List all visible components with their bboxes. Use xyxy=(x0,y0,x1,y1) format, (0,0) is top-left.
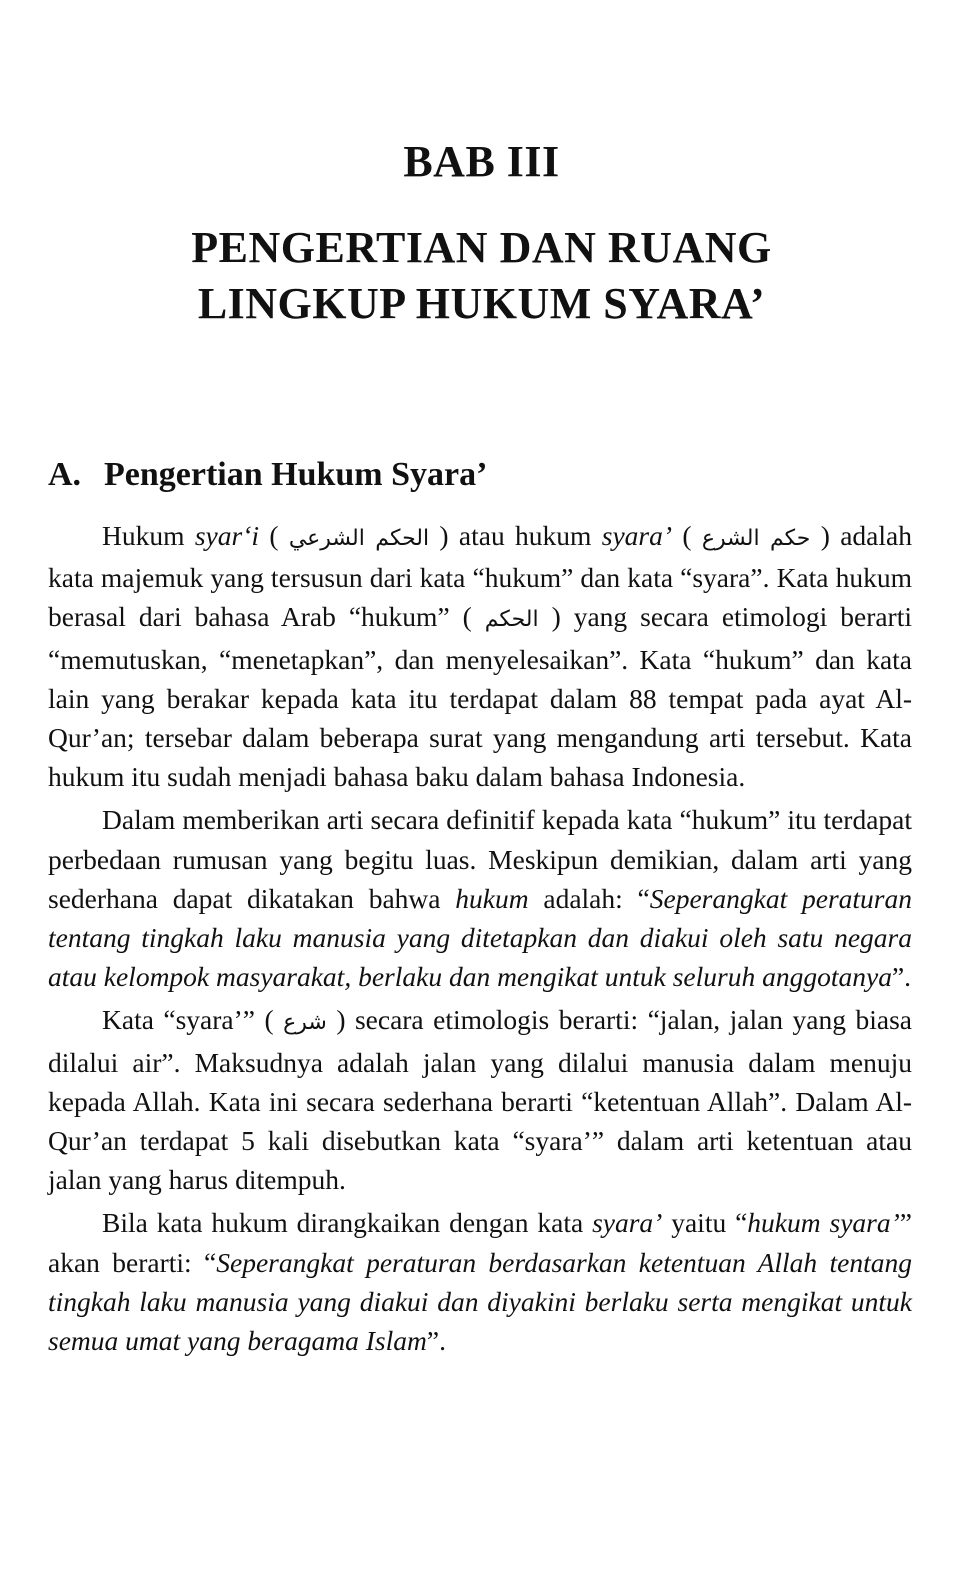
paragraph-4 xyxy=(48,1203,912,1360)
paragraph-2 xyxy=(48,800,912,996)
p4-text-a: Bila kata hukum dirangkaikan dengan kata xyxy=(102,1207,593,1239)
p2-definition: Seperangkat peraturan tentang tingkah laku manusia yang ditetapkan dan diakui oleh satu negara atau kelompok masyarakat, berlaku dan mengikat untuk seluruh anggotanya xyxy=(48,882,913,993)
p4-text-c: yaitu “ xyxy=(662,1207,748,1239)
p4-term-syara: syara’ xyxy=(592,1207,663,1239)
p1-arabic-3: الحكم xyxy=(484,607,539,633)
body-text xyxy=(48,516,912,1364)
chapter-title xyxy=(0,220,963,332)
paragraph-1 xyxy=(48,516,912,796)
p4-definition: Seperangkat peraturan berdasarkan ketentuan Allah tentang tingkah laku manusia yang diakui dan diyakini berlaku serta mengikat untuk semua umat yang beragama Islam xyxy=(48,1246,912,1357)
p1-term-syari: syar‘i xyxy=(194,520,259,551)
p1-text-a: Hukum xyxy=(102,520,195,551)
p1-text-f: ( xyxy=(672,520,702,551)
p4-term-hukum-syara: hukum syara’ xyxy=(747,1207,900,1239)
p4-text-g: ”. xyxy=(426,1325,446,1357)
p1-text-d: ) atau hukum xyxy=(429,520,602,551)
p1-arabic-1: الحكم الشرعي xyxy=(288,526,430,551)
p2-text-a: Dalam memberikan arti secara definitif kepada kata “hukum” itu terdapat perbedaan rumusan yang begitu luas. Meskipun demikian, dalam arti yang sederhana dapat dikatakan bahwa xyxy=(48,804,912,914)
p3-text-a: Kata “syara’” ( xyxy=(102,1004,284,1036)
p1-text-g: ) adalah kata majemuk yang tersusun dari kata “hukum” dan kata “syara”. Kata hukum berasal dari bahasa Arab “hukum” ( xyxy=(48,520,912,633)
p2-text-e: ”. xyxy=(891,961,912,993)
section-number: A. xyxy=(48,456,82,493)
p2-term-hukum: hukum xyxy=(455,882,529,914)
p1-text-c: ( xyxy=(259,520,289,551)
p2-text-c: adalah: “ xyxy=(528,882,650,914)
chapter-title-line-1: PENGERTIAN DAN RUANG xyxy=(191,223,772,272)
p1-arabic-2: حكم الشرع xyxy=(701,526,811,551)
p4-text-e: ” akan berarti: “ xyxy=(48,1207,912,1278)
section-title: Pengertian Hukum Syara’ xyxy=(104,456,488,493)
p1-text-h: ) yang secara etimologi berarti “memutuskan, “menetapkan”, dan menyelesaikan”. Kata “hukum” dan kata lain yang berakar kepada kata itu terdapat dalam 88 tempat pada ayat Al-Qur’an; tersebar dalam beberapa surat yang mengandung arti tersebut. Kata hukum itu sudah menjadi bahasa baku dalam bahasa Indonesia. xyxy=(48,601,912,793)
chapter-number: BAB III xyxy=(403,137,560,186)
chapter-title-line-2: LINGKUP HUKUM SYARA’ xyxy=(197,279,766,328)
section-heading xyxy=(48,456,487,494)
p1-term-syara: syara’ xyxy=(601,520,673,551)
p3-arabic: شرع xyxy=(283,1010,327,1036)
p3-text-b: ) secara etimologis berarti: “jalan, jalan yang biasa dilalui air”. Maksudnya adalah jalan yang dilalui manusia dalam menuju kepada Allah. Kata ini secara sederhana berarti “ketentuan Allah”. Dalam Al-Qur’an terdapat 5 kali disebutkan kata “syara’” dalam arti ketentuan atau jalan yang harus ditempuh. xyxy=(48,1004,912,1196)
paragraph-3 xyxy=(48,1000,912,1199)
